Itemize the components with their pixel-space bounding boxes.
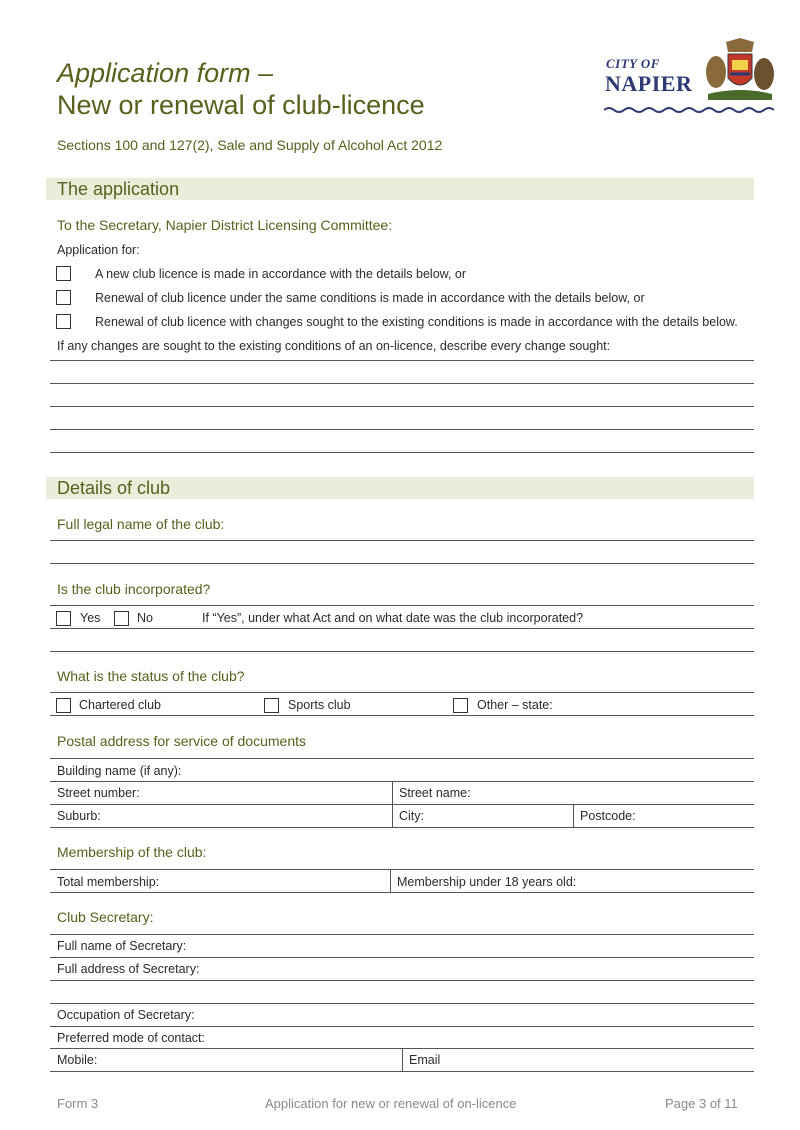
preferred-contact-field[interactable]: Preferred mode of contact: [57,1031,205,1045]
incorporated-line-2[interactable] [50,651,754,652]
section-heading-club: Details of club [57,478,171,498]
logo-wave-border-icon [604,106,774,114]
coat-of-arms-icon [704,38,776,104]
secretary-line-3 [50,1003,754,1004]
form-title-line2: New or renewal of club-licence [57,90,425,120]
renewal-with-changes-label: Renewal of club licence with changes sought to the existing conditions is made in accordance with the details below. [95,315,738,329]
footer-form-number: Form 3 [57,1096,99,1111]
street-name-field[interactable]: Street name: [399,786,471,800]
postcode-field[interactable]: Postcode: [580,809,636,823]
new-licence-checkbox[interactable] [56,266,71,281]
incorporated-no-label: No [137,611,153,625]
section-heading-application: The application [57,179,180,199]
postal-line-1 [50,781,754,782]
section-band-club [46,477,754,499]
secretary-occupation-field[interactable]: Occupation of Secretary: [57,1008,195,1022]
street-number-field[interactable]: Street number: [57,786,140,800]
secretary-line-2 [50,980,754,981]
postal-line-3 [50,827,754,828]
chartered-club-label: Chartered club [79,698,161,712]
incorporated-yes-label: Yes [80,611,101,625]
postal-line-2 [50,804,754,805]
sports-club-checkbox[interactable] [264,698,279,713]
renewal-same-conditions-label: Renewal of club licence under the same conditions is made in accordance with the details below, or [95,291,645,305]
sports-club-label: Sports club [288,698,351,712]
legal-name-label: Full legal name of the club: [57,516,225,532]
status-question: What is the status of the club? [57,668,245,684]
application-for-label: Application for: [57,243,140,257]
logo-line2: NAPIER [605,71,693,96]
secretary-line-top [50,934,754,935]
legal-name-line-2[interactable] [50,563,754,564]
changes-line-4[interactable] [50,429,754,430]
addressee-text: To the Secretary, Napier District Licensing Committee: [57,217,393,233]
city-field[interactable]: City: [399,809,424,823]
changes-line-2[interactable] [50,383,754,384]
status-top-line [50,692,754,693]
changes-line-5[interactable] [50,452,754,453]
postal-heading: Postal address for service of documents [57,733,307,749]
secretary-full-name-field[interactable]: Full name of Secretary: [57,939,187,953]
form-title-line1: Application form – [57,58,274,88]
suburb-field[interactable]: Suburb: [57,809,101,823]
secretary-heading: Club Secretary: [57,909,154,925]
membership-divider [390,869,391,892]
form-subtitle: Sections 100 and 127(2), Sale and Supply of Alcohol Act 2012 [57,137,443,153]
postal-divider-2 [573,804,574,827]
incorporated-followup: If “Yes”, under what Act and on what date was the club incorporated? [202,611,584,625]
incorporated-line-1[interactable] [50,628,754,629]
mobile-field[interactable]: Mobile: [57,1053,98,1067]
city-of-napier-logo [604,38,776,116]
incorporated-no-checkbox[interactable] [114,611,129,626]
changes-prompt: If any changes are sought to the existing conditions of an on-licence, describe every change sought: [57,339,611,353]
other-status-checkbox[interactable] [453,698,468,713]
section-band-application [46,178,754,200]
membership-line-top [50,869,754,870]
secretary-line-4 [50,1026,754,1027]
chartered-club-checkbox[interactable] [56,698,71,713]
legal-name-line-1[interactable] [50,540,754,541]
renewal-same-conditions-checkbox[interactable] [56,290,71,305]
email-field[interactable]: Email [409,1053,441,1067]
contact-divider [402,1048,403,1071]
total-membership-field[interactable]: Total membership: [57,875,160,889]
membership-under-18-field[interactable]: Membership under 18 years old: [397,875,577,889]
membership-line-bottom [50,892,754,893]
new-licence-label: A new club licence is made in accordance with the details below, or [95,267,467,281]
postal-line-top [50,758,754,759]
incorporated-top-line [50,605,754,606]
secretary-line-1 [50,957,754,958]
membership-heading: Membership of the club: [57,844,207,860]
logo-line1: CITY OF [606,56,660,71]
changes-line-3[interactable] [50,406,754,407]
renewal-with-changes-checkbox[interactable] [56,314,71,329]
building-name-field[interactable]: Building name (if any): [57,764,182,778]
incorporated-yes-checkbox[interactable] [56,611,71,626]
changes-line-1[interactable] [50,360,754,361]
footer-page-number: Page 3 of 11 [665,1096,738,1111]
other-status-label: Other – state: [477,698,553,712]
secretary-line-bottom [50,1071,754,1072]
incorporated-question: Is the club incorporated? [57,581,211,597]
footer-center-text: Application for new or renewal of on-licence [265,1096,517,1111]
secretary-full-address-field[interactable]: Full address of Secretary: [57,962,200,976]
status-bottom-line [50,715,754,716]
